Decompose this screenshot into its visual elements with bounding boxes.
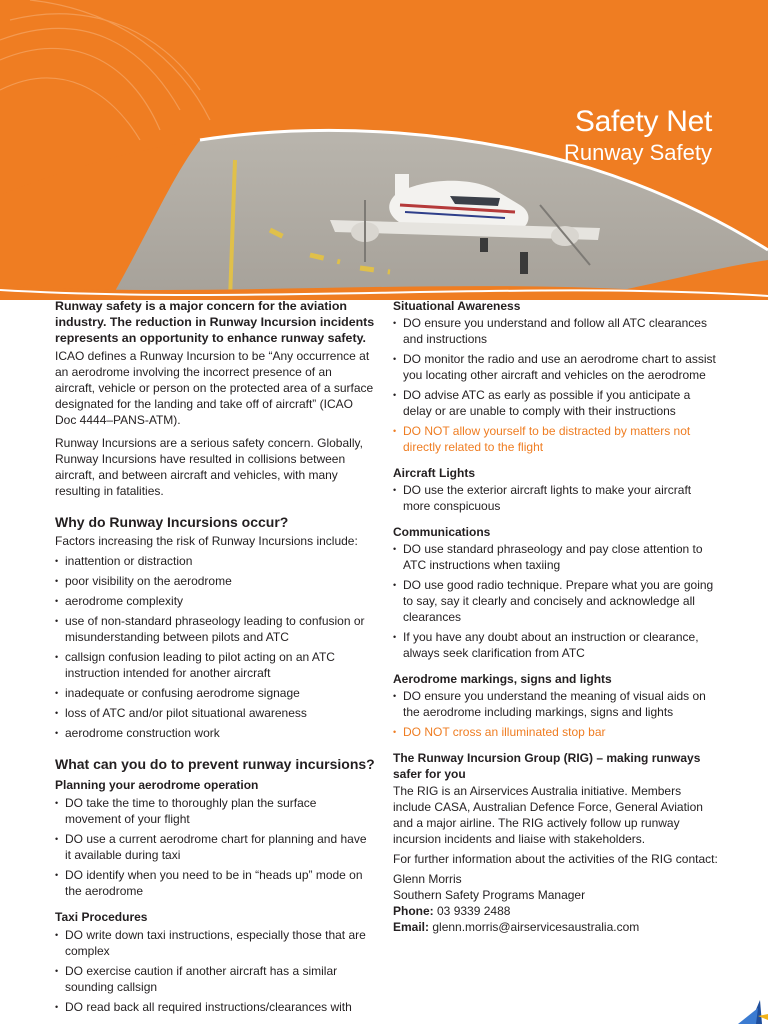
contact-phone bbox=[393, 903, 718, 919]
list-item: • DO exercise caution if another aircraft has a similar sounding callsign bbox=[55, 963, 375, 995]
list-item: • use of non-standard phraseology leading to confusion or misunderstanding between pilots and ATC bbox=[55, 613, 375, 645]
why-heading: Why do Runway Incursions occur? bbox=[55, 514, 289, 530]
list-item: • inattention or distraction bbox=[55, 553, 375, 569]
rig-contact-intro: For further information about the activities of the RIG contact: bbox=[393, 852, 718, 866]
list-item: • DO take the time to thoroughly plan the surface movement of your flight bbox=[55, 795, 375, 827]
taxi-heading: Taxi Procedures bbox=[55, 910, 148, 924]
contact-email bbox=[393, 919, 718, 935]
markings-heading: Aerodrome markings, signs and lights bbox=[393, 672, 612, 686]
planning-list bbox=[55, 795, 375, 899]
left-column bbox=[55, 298, 375, 1019]
list-item: • DO use standard phraseology and pay close attention to ATC instructions when taxiing bbox=[393, 541, 718, 573]
list-item: • DO use good radio technique. Prepare what you are going to say, say it clearly and concisely and acknowledge all clearances bbox=[393, 577, 718, 625]
contact-role: Southern Safety Programs Manager bbox=[393, 888, 586, 902]
list-item: • If you have any doubt about an instruction or clearance, always seek clarification from ATC bbox=[393, 629, 718, 661]
incursion-concern: Runway Incursions are a serious safety concern. Globally, Runway Incursions have resulted in collisions between aircraft, and between aircraft and vehicles, with many resulting in fatalities. bbox=[55, 436, 363, 498]
list-item: • aerodrome complexity bbox=[55, 593, 375, 609]
taxi-list bbox=[55, 927, 375, 1015]
list-item: • loss of ATC and/or pilot situational awareness bbox=[55, 705, 375, 721]
list-item: • poor visibility on the aerodrome bbox=[55, 573, 375, 589]
aircraft-lights-list bbox=[393, 482, 718, 514]
icao-definition: ICAO defines a Runway Incursion to be “Any occurrence at an aerodrome involving the incorrect presence of an aircraft, vehicle or person on the protected area of a surface designated for the landing and take off of aircraft” (ICAO Doc 4444–PANS-ATM). bbox=[55, 349, 374, 427]
list-item: • DO use the exterior aircraft lights to make your aircraft more conspicuous bbox=[393, 482, 718, 514]
list-item: • aerodrome construction work bbox=[55, 725, 375, 741]
airservices-logo-icon bbox=[678, 994, 768, 1024]
warning-item: • DO NOT allow yourself to be distracted by matters not directly related to the flight bbox=[393, 423, 718, 455]
rig-heading: The Runway Incursion Group (RIG) – making runways safer for you bbox=[393, 751, 701, 781]
planning-heading: Planning your aerodrome operation bbox=[55, 778, 259, 792]
markings-list bbox=[393, 688, 718, 740]
list-item: • DO advise ATC as early as possible if you anticipate a delay or are unable to comply with their instructions bbox=[393, 387, 718, 419]
list-item: • DO identify when you need to be in “heads up” mode on the aerodrome bbox=[55, 867, 375, 899]
list-item: • DO read back all required instructions/clearances with bbox=[55, 999, 375, 1015]
contact-block bbox=[393, 871, 718, 935]
page-title: Safety Net bbox=[574, 105, 712, 138]
list-item: • DO ensure you understand and follow all ATC clearances and instructions bbox=[393, 315, 718, 347]
situational-awareness-heading: Situational Awareness bbox=[393, 299, 521, 313]
title-block bbox=[564, 104, 712, 166]
communications-heading: Communications bbox=[393, 525, 491, 539]
list-item: • DO ensure you understand the meaning of visual aids on the aerodrome including markings, signs and lights bbox=[393, 688, 718, 720]
factors-list bbox=[55, 553, 375, 741]
warning-item: • DO NOT cross an illuminated stop bar bbox=[393, 724, 718, 740]
page-subtitle: Runway Safety bbox=[564, 140, 712, 165]
list-item: • inadequate or confusing aerodrome signage bbox=[55, 685, 375, 701]
lead-paragraph: Runway safety is a major concern for the aviation industry. The reduction in Runway Incursion incidents represents an opportunity to enhance runway safety. bbox=[55, 299, 375, 345]
list-item: • DO monitor the radio and use an aerodrome chart to assist you locating other aircraft and vehicles on the aerodrome bbox=[393, 351, 718, 383]
prevent-heading: What can you do to prevent runway incursions? bbox=[55, 756, 375, 772]
contact-name: Glenn Morris bbox=[393, 872, 462, 886]
list-item: • DO write down taxi instructions, especially those that are complex bbox=[55, 927, 375, 959]
situational-awareness-list bbox=[393, 315, 718, 455]
aircraft-lights-heading: Aircraft Lights bbox=[393, 466, 476, 480]
why-intro: Factors increasing the risk of Runway Incursions include: bbox=[55, 534, 358, 548]
email-value: glenn.morris@airservicesaustralia.com bbox=[429, 920, 640, 934]
rig-description: The RIG is an Airservices Australia initiative. Members include CASA, Australian Defence Force, General Aviation and a major airline. The RIG actively follow up runway incursion incidents and liaise with stakeholders. bbox=[393, 784, 703, 846]
phone-label: Phone: bbox=[393, 904, 434, 918]
phone-value: 03 9339 2488 bbox=[433, 904, 511, 918]
list-item: • callsign confusion leading to pilot acting on an ATC instruction intended for another aircraft bbox=[55, 649, 375, 681]
list-item: • DO use a current aerodrome chart for planning and have it available during taxi bbox=[55, 831, 375, 863]
right-column bbox=[393, 298, 718, 935]
communications-list bbox=[393, 541, 718, 661]
email-label: Email: bbox=[393, 920, 430, 934]
